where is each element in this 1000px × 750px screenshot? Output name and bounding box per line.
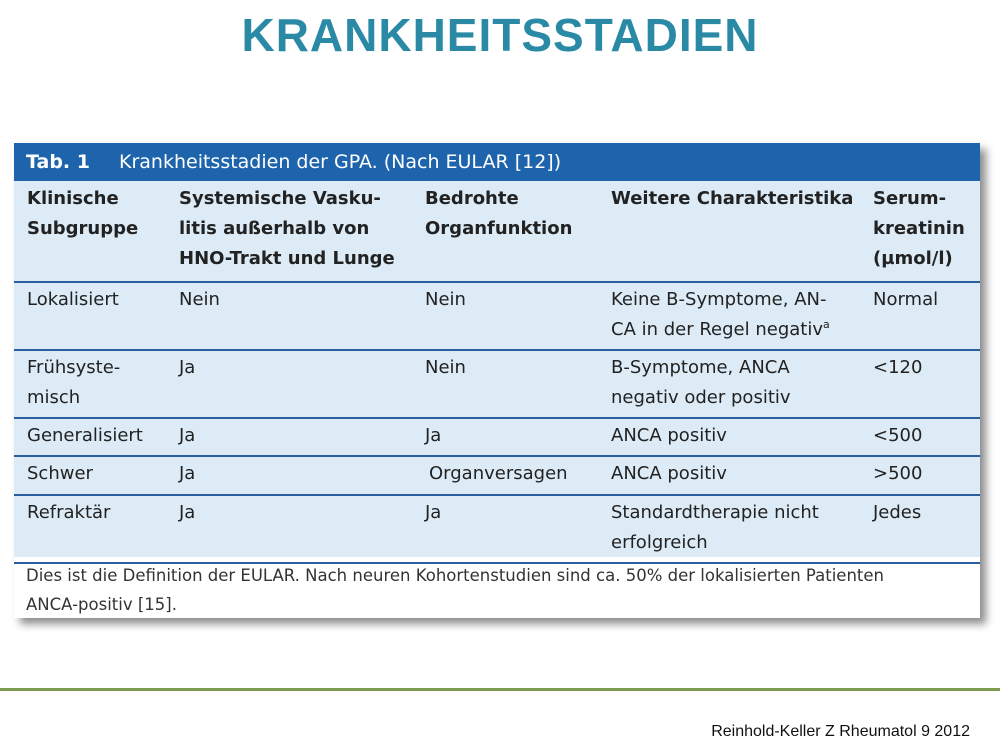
cell-vasculitis: Ja <box>179 425 196 446</box>
header-line: Klinische <box>27 188 119 209</box>
table-caption-bar <box>14 143 980 181</box>
cell-subgroup <box>14 351 166 417</box>
cell-vasculitis: Nein <box>179 289 220 310</box>
header-vasculitis <box>166 181 412 281</box>
cell-subgroup: Schwer <box>27 463 93 484</box>
header-line: Weitere Charakteristika <box>611 188 854 209</box>
cell-line: misch <box>27 387 81 408</box>
header-line: (µmol/l) <box>873 248 953 269</box>
cell-characteristics <box>598 283 860 349</box>
header-organ <box>412 181 598 281</box>
table-row <box>14 351 980 419</box>
cell-creatinine: <120 <box>873 357 923 378</box>
table-footnote <box>14 557 980 623</box>
header-line: HNO-Trakt und Lunge <box>179 248 395 269</box>
header-line: litis außerhalb von <box>179 218 370 239</box>
table-row <box>14 283 980 351</box>
cell-vasculitis: Ja <box>179 463 196 484</box>
cell-organ: Ja <box>425 502 442 523</box>
header-line: Subgruppe <box>27 218 139 239</box>
cell-subgroup: Refraktär <box>27 502 111 523</box>
footnote-line: ANCA-positiv [15]. <box>26 595 177 614</box>
cell-organ: Organversagen <box>429 463 568 484</box>
cell-line: B-Symptome, ANCA <box>611 357 790 378</box>
cell-line: erfolgreich <box>611 532 708 553</box>
table-card <box>14 143 980 618</box>
cell-subgroup: Lokalisiert <box>27 289 119 310</box>
cell-creatinine: >500 <box>873 463 923 484</box>
cell-creatinine: Normal <box>873 289 939 310</box>
cell-creatinine: <500 <box>873 425 923 446</box>
cell-characteristics <box>598 351 860 417</box>
table-row <box>14 496 980 564</box>
cell-vasculitis: Ja <box>179 357 196 378</box>
table-caption: Krankheitsstadien der GPA. (Nach EULAR [12]) <box>119 151 562 173</box>
cell-line: Frühsyste- <box>27 357 121 378</box>
cell-line: Standardtherapie nicht <box>611 502 819 523</box>
cell-subgroup: Generalisiert <box>27 425 143 446</box>
cell-characteristics: ANCA positiv <box>611 463 727 484</box>
cell-line: Keine B-Symptome, AN- <box>611 289 827 310</box>
header-characteristics <box>598 181 860 281</box>
header-line: Systemische Vasku- <box>179 188 381 209</box>
footnote-line: Dies ist die Definition der EULAR. Nach neuren Kohortenstudien sind ca. 50% der lokalisierten Patienten <box>26 566 884 585</box>
table-body <box>14 181 980 557</box>
cell-line-text: CA in der Regel negativ <box>611 319 824 340</box>
citation: Reinhold-Keller Z Rheumatol 9 2012 <box>711 723 970 740</box>
cell-vasculitis: Ja <box>179 502 196 523</box>
table-header-row <box>14 181 980 283</box>
header-creatinine <box>860 181 980 281</box>
footer-divider <box>0 688 1000 691</box>
footnote-mark: a <box>823 318 830 331</box>
cell-creatinine: Jedes <box>873 502 922 523</box>
table-number: Tab. 1 <box>26 151 90 173</box>
header-line: Serum- <box>873 188 947 209</box>
header-line: kreatinin <box>873 218 965 239</box>
header-line: Bedrohte <box>425 188 519 209</box>
header-subgroup <box>14 181 166 281</box>
cell-line <box>611 315 854 345</box>
cell-organ: Ja <box>425 425 442 446</box>
cell-line: negativ oder positiv <box>611 387 791 408</box>
header-line: Organfunktion <box>425 218 573 239</box>
cell-characteristics: ANCA positiv <box>611 425 727 446</box>
table-row <box>14 419 980 457</box>
cell-characteristics <box>598 496 860 562</box>
table-row <box>14 457 980 496</box>
cell-organ: Nein <box>425 357 466 378</box>
cell-organ: Nein <box>425 289 466 310</box>
slide-title: KRANKHEITSSTADIEN <box>241 9 759 61</box>
